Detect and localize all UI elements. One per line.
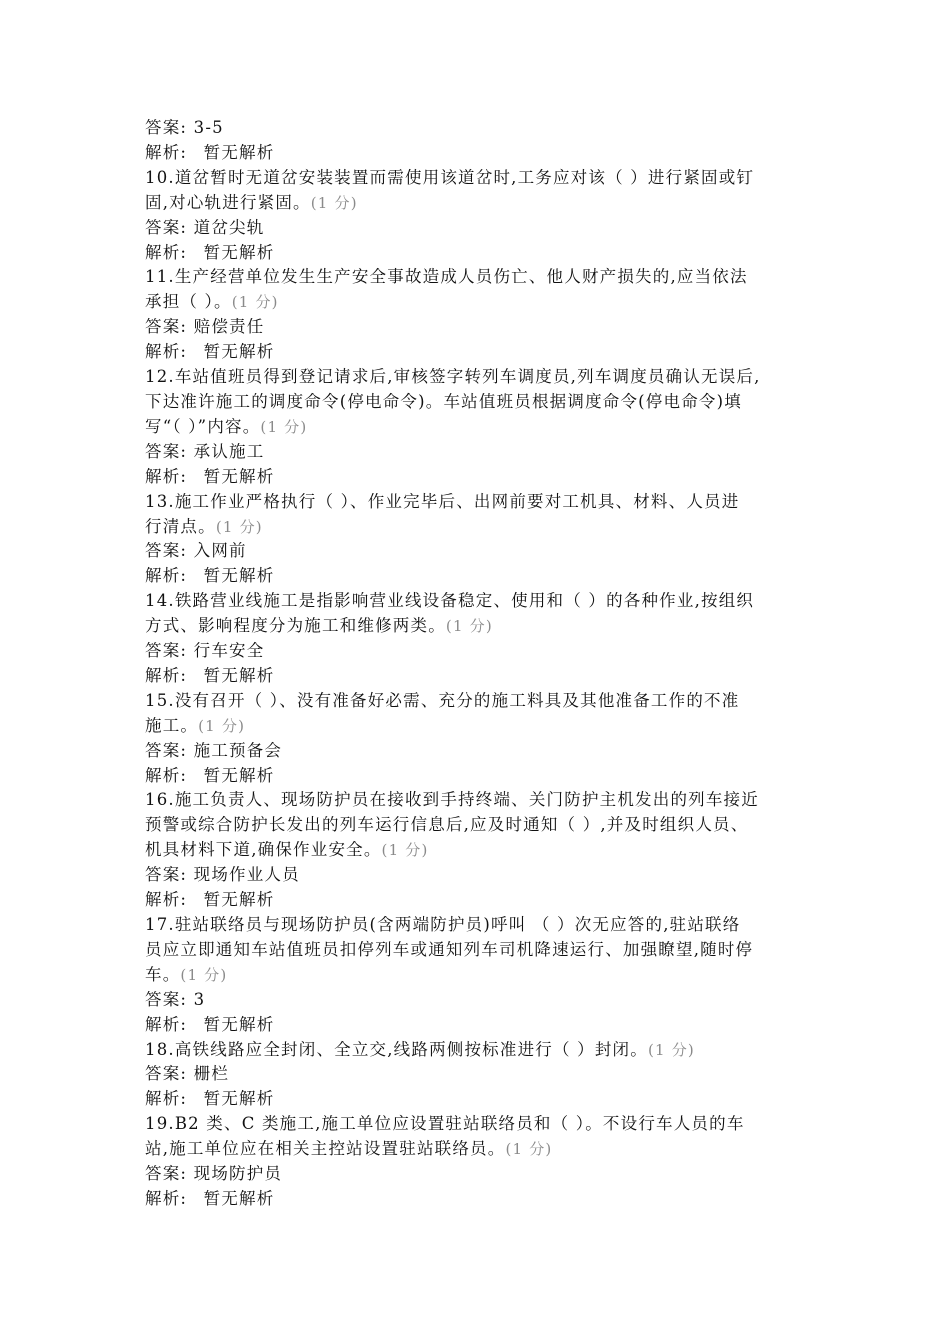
question-text: 车。 <box>145 964 181 984</box>
answer-label: 答案: <box>145 441 188 461</box>
answer-text: 现场防护员 <box>193 1164 283 1184</box>
answer-line <box>145 440 817 465</box>
score-label: (1 分) <box>647 1040 695 1059</box>
question-text-line <box>145 290 817 315</box>
answer-label: 答案: <box>145 1164 188 1184</box>
answer-line <box>145 539 817 564</box>
question-text-line <box>145 490 817 515</box>
answer-label: 答案: <box>145 541 188 561</box>
question-text: 写“（ ）”内容。 <box>145 416 261 436</box>
analysis-text: 暂无解析 <box>203 142 275 162</box>
answer-line <box>145 116 817 141</box>
question-text-line <box>145 589 817 614</box>
question-text-line <box>145 415 817 440</box>
answer-text: 现场作业人员 <box>193 865 300 885</box>
answer-label: 答案: <box>145 1064 188 1084</box>
answer-text: 行车安全 <box>193 641 265 661</box>
question-text: 下达准许施工的调度命令(停电命令)。车站值班员根据调度命令(停电命令)填 <box>145 391 742 411</box>
question-text: 站,施工单位应在相关主控站设置驻站联络员。 <box>145 1139 506 1159</box>
answer-label: 答案: <box>145 740 188 760</box>
question-text-line <box>145 191 817 216</box>
answer-text: 赔偿责任 <box>193 317 265 337</box>
question-text: 承担（ ）。 <box>145 292 232 312</box>
score-label: (1 分) <box>198 716 246 735</box>
analysis-label: 解析: <box>145 242 188 262</box>
question-text-line <box>145 1038 817 1063</box>
question-block <box>145 788 817 913</box>
lead-answer-block <box>145 116 817 166</box>
answer-text: 施工预备会 <box>193 740 283 760</box>
question-text: 10.道岔暂时无道岔安装装置而需使用该道岔时,工务应对该（ ）进行紧固或钉 <box>145 167 755 187</box>
analysis-label: 解析: <box>145 1014 188 1034</box>
analysis-text: 暂无解析 <box>203 466 275 486</box>
analysis-label: 解析: <box>145 1089 188 1109</box>
answer-label: 答案: <box>145 217 188 237</box>
question-list <box>145 116 817 1212</box>
question-text-line <box>145 1112 817 1137</box>
analysis-line <box>145 764 817 789</box>
answer-text: 入网前 <box>193 541 247 561</box>
analysis-label: 解析: <box>145 890 188 910</box>
answer-text: 栅栏 <box>193 1064 230 1084</box>
question-block <box>145 689 817 789</box>
question-text: 11.生产经营单位发生生产安全事故造成人员伤亡、他人财产损失的,应当依法 <box>145 267 748 287</box>
question-text-line <box>145 265 817 290</box>
analysis-line <box>145 888 817 913</box>
analysis-text: 暂无解析 <box>203 665 275 685</box>
answer-label: 答案: <box>145 989 188 1009</box>
question-text-line <box>145 813 817 838</box>
question-block <box>145 490 817 590</box>
analysis-label: 解析: <box>145 566 188 586</box>
analysis-line <box>145 1187 817 1212</box>
score-label: (1 分) <box>260 417 308 436</box>
question-text: 机具材料下道,确保作业安全。 <box>145 840 382 860</box>
score-label: (1 分) <box>381 841 429 860</box>
analysis-line <box>145 465 817 490</box>
question-block <box>145 166 817 266</box>
question-text: 15.没有召开（ ）、没有准备好必需、充分的施工料具及其他准备工作的不准 <box>145 690 740 710</box>
question-text: 12.车站值班员得到登记请求后,审核签字转列车调度员,列车调度员确认无误后, <box>145 367 761 387</box>
answer-text: 3 <box>193 989 206 1009</box>
question-text-line <box>145 714 817 739</box>
analysis-text: 暂无解析 <box>203 890 275 910</box>
question-block <box>145 1038 817 1113</box>
question-text-line <box>145 515 817 540</box>
analysis-text: 暂无解析 <box>203 1188 275 1208</box>
question-text: 方式、影响程度分为施工和维修两类。 <box>145 616 446 636</box>
answer-label: 答案: <box>145 641 188 661</box>
question-text-line <box>145 913 817 938</box>
question-text: 18.高铁线路应全封闭、全立交,线路两侧按标准进行（ ）封闭。 <box>145 1039 648 1059</box>
question-text: 固,对心轨进行紧固。 <box>145 192 311 212</box>
analysis-line <box>145 1087 817 1112</box>
analysis-text: 暂无解析 <box>203 765 275 785</box>
answer-label: 答案: <box>145 865 188 885</box>
question-text: 14.铁路营业线施工是指影响营业线设备稳定、使用和（ ）的各种作业,按组织 <box>145 591 755 611</box>
answer-line <box>145 1062 817 1087</box>
analysis-line <box>145 564 817 589</box>
analysis-label: 解析: <box>145 142 188 162</box>
question-text: 16.施工负责人、现场防护员在接收到手持终端、关门防护主机发出的列车接近 <box>145 790 759 810</box>
score-label: (1 分) <box>180 965 228 984</box>
answer-label: 答案: <box>145 317 188 337</box>
analysis-label: 解析: <box>145 665 188 685</box>
analysis-line <box>145 241 817 266</box>
question-block <box>145 265 817 365</box>
question-block <box>145 365 817 490</box>
score-label: (1 分) <box>505 1140 553 1159</box>
answer-line <box>145 216 817 241</box>
question-text-line <box>145 938 817 963</box>
question-text: 19.B2 类、C 类施工,施工单位应设置驻站联络员和（ ）。不设行车人员的车 <box>145 1114 745 1134</box>
answer-line <box>145 1162 817 1187</box>
answer-text: 3-5 <box>193 118 224 137</box>
score-label: (1 分) <box>215 517 263 536</box>
answer-line <box>145 739 817 764</box>
question-text-line <box>145 963 817 988</box>
question-text-line <box>145 390 817 415</box>
score-label: (1 分) <box>445 617 493 636</box>
analysis-line <box>145 340 817 365</box>
question-text: 17.驻站联络员与现场防护员(含两端防护员)呼叫 （ ）次无应答的,驻站联络 <box>145 915 741 934</box>
analysis-text: 暂无解析 <box>203 1014 275 1034</box>
question-text-line <box>145 689 817 714</box>
question-text: 行清点。 <box>145 516 216 536</box>
question-text-line <box>145 1137 817 1162</box>
question-block <box>145 1112 817 1212</box>
question-text-line <box>145 166 817 191</box>
analysis-label: 解析: <box>145 765 188 785</box>
analysis-line <box>145 664 817 689</box>
analysis-label: 解析: <box>145 466 188 486</box>
analysis-line <box>145 1013 817 1038</box>
question-text: 预警或综合防护长发出的列车运行信息后,应及时通知（ ）,并及时组织人员、 <box>145 815 749 835</box>
question-block <box>145 589 817 689</box>
analysis-text: 暂无解析 <box>203 566 275 586</box>
answer-text: 承认施工 <box>193 441 265 461</box>
score-label: (1 分) <box>310 193 358 212</box>
question-text: 员应立即通知车站值班员扣停列车或通知列车司机降速运行、加强瞭望,随时停 <box>145 939 754 959</box>
answer-line <box>145 315 817 340</box>
analysis-label: 解析: <box>145 342 188 362</box>
score-label: (1 分) <box>231 293 279 312</box>
question-block <box>145 913 817 1038</box>
analysis-label: 解析: <box>145 1188 188 1208</box>
question-text-line <box>145 788 817 813</box>
answer-line <box>145 988 817 1013</box>
analysis-text: 暂无解析 <box>203 242 275 262</box>
question-text-line <box>145 838 817 863</box>
analysis-text: 暂无解析 <box>203 342 275 362</box>
answer-line <box>145 639 817 664</box>
answer-text: 道岔尖轨 <box>193 217 265 237</box>
question-text-line <box>145 365 817 390</box>
answer-line <box>145 863 817 888</box>
analysis-text: 暂无解析 <box>203 1089 275 1109</box>
question-text: 13.施工作业严格执行（ ）、作业完毕后、出网前要对工机具、材料、人员进 <box>145 491 740 511</box>
answer-label: 答案: <box>145 118 188 137</box>
question-text: 施工。 <box>145 715 199 735</box>
analysis-line <box>145 141 817 166</box>
question-text-line <box>145 614 817 639</box>
